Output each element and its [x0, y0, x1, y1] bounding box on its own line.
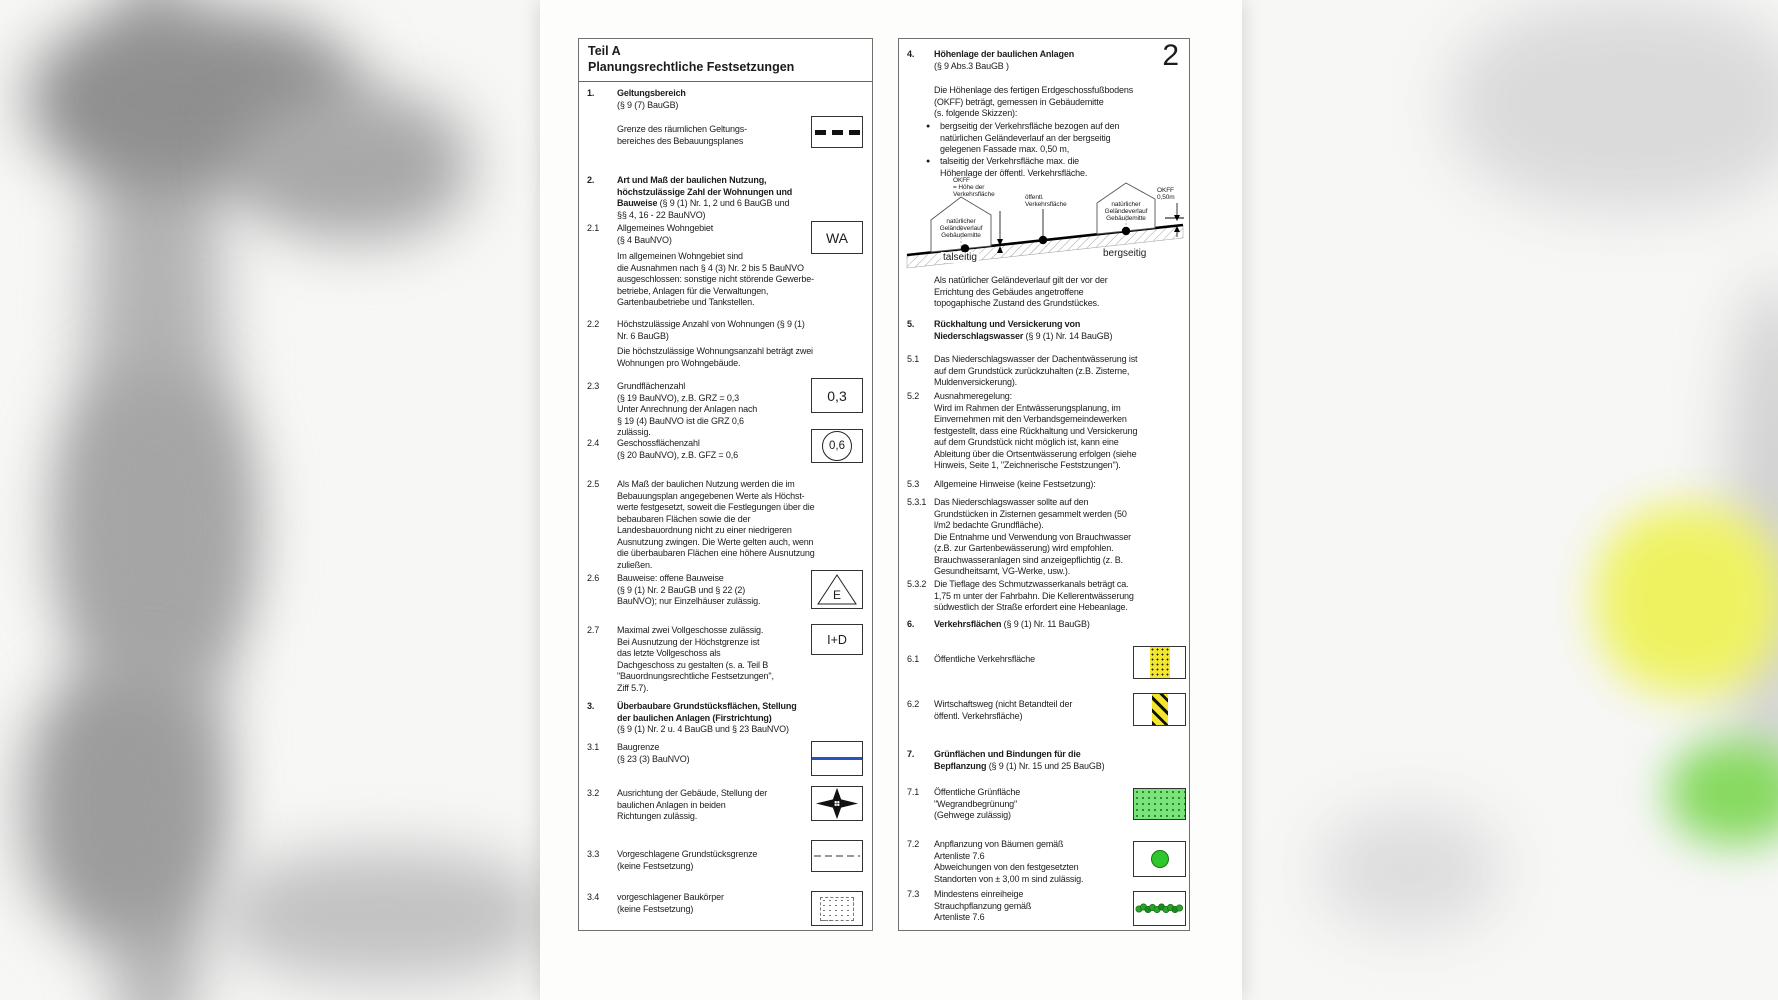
item-text: Höchstzulässige Anzahl von Wohnungen (§ 9 (1) Nr. 6 BauGB) — [617, 319, 805, 341]
item-text: Anpflanzung von Bäumen gemäß Artenliste 7.6 Abweichungen von den festgesetzten Standorten von ± 3,00 m sind zulässig. — [934, 839, 1084, 884]
item-text: Grundflächenzahl (§ 19 BauNVO), z.B. GRZ = 0,3 Unter Anrechnung der Anlagen nach § 19 (4) BauNVO ist die GRZ 0,6 zulässig. — [617, 381, 758, 437]
item-number: 7.1 — [907, 787, 920, 797]
plan-boundary-symbol — [811, 116, 863, 148]
item-text: vorgeschlagener Baukörper (keine Festsetzung) — [617, 892, 724, 914]
item-number: 2.1 — [587, 223, 600, 233]
item-number: 2.3 — [587, 381, 600, 391]
item-text: Wirtschaftsweg (nicht Betandteil der öffentl. Verkehrsfläche) — [934, 699, 1073, 721]
item-4-note — [907, 275, 1185, 310]
page-number: 2 — [1162, 39, 1179, 72]
item-text: Die höchstzulässige Wohnungsanzahl beträgt zwei Wohnungen pro Wohngebäude. — [617, 346, 813, 368]
item-text: Maximal zwei Vollgeschosse zulässig. Bei Ausnutzung der Höchstgrenze ist das letzte Vollgeschoss als Dachgeschoss zu gestalten (s. a. Teil B "Bauordnungsrechtliche Festsetzungen", Ziff 5.7). — [617, 625, 774, 693]
background-blob-yellow — [1595, 505, 1778, 695]
item-text: Geltungsbereich (§ 9 (7) BauGB) — [617, 88, 686, 110]
gfz-symbol — [811, 429, 863, 463]
item-number: 3.4 — [587, 892, 600, 902]
elevation-diagram — [905, 175, 1185, 271]
label-oeffentl-verkehrsflaeche: öffentl. Verkehrsfläche — [1025, 194, 1067, 208]
blue-line — [812, 757, 862, 760]
item-number: 5.2 — [907, 391, 920, 401]
bullet-icon: ● — [926, 158, 931, 165]
item-number: 2.2 — [587, 319, 600, 329]
green-area-symbol — [1133, 788, 1186, 820]
item-text: Grünflächen und Bindungen für die Bepflanzung (§ 9 (1) Nr. 15 und 25 BauGB) — [934, 749, 1105, 771]
background-blob — [1450, 0, 1778, 210]
label-talseitig: talseitig — [943, 252, 977, 263]
item-number: 2.4 — [587, 438, 600, 448]
baugrenze-symbol — [811, 741, 863, 776]
item-5-2 — [907, 391, 1185, 472]
four-point-star-icon — [812, 787, 862, 820]
item-number: 6. — [907, 619, 915, 629]
item-text: Verkehrsflächen (§ 9 (1) Nr. 11 BauGB) — [934, 619, 1090, 629]
item-7 — [907, 749, 1185, 772]
title-divider — [579, 81, 872, 82]
item-number: 6.2 — [907, 699, 920, 709]
item-number: 7.2 — [907, 839, 920, 849]
item-2-5 — [587, 479, 868, 571]
yellow-dotted-band — [1150, 647, 1170, 678]
item-number: 3. — [587, 701, 595, 711]
item-4 — [907, 49, 1185, 72]
item-text: Ausnahmeregelung: Wird im Rahmen der Entwässerungsplanung, im Einvernehmen mit den Verbandsgemeindewerken festgestellt, dass eine Rückhaltung und Versickerung auf dem Grundstück nicht möglich ist, kann eine Ableitung über die Ortsentwässerung erfolgen (siehe Hinweis, Seite 1, "Zeichnerische Feststzungen"). — [934, 391, 1138, 470]
item-6 — [907, 619, 1185, 631]
item-2-2-note — [587, 346, 868, 369]
label-natuerlicher-gelaendeverlauf-right: natürlicher Geländeverlauf Gebäudemitte — [1104, 201, 1148, 222]
orientation-star-symbol — [811, 786, 863, 821]
item-text: Die Höhenlage des fertigen Erdgeschossfußbodens (OKFF) beträgt, gemessen in Gebäudemitte (s. folgende Skizzen): — [934, 85, 1134, 118]
item-text: Ausrichtung der Gebäude, Stellung der baulichen Anlagen in beiden Richtungen zulässig. — [617, 788, 768, 821]
item-text: Als Maß der baulichen Nutzung werden die im Bebauungsplan angegebenen Werte als Höchst- werte festgesetzt, soweit die Festlegungen über die bebaubaren Flächen sowie die der Landesbauordnung nicht zu einer niedrigeren Ausnutzung zwingen. Die Werte gelten auch, wenn die überbaubaren Flächen eine höhere Ausnutzung zuließen. — [617, 479, 815, 570]
item-number: 3.3 — [587, 849, 600, 859]
item-text: Überbaubare Grundstücksflächen, Stellung der baulichen Anlagen (Firstrichtung) (§ 9 (1) Nr. 2 u. 4 BauGB und § 23 BauNVO) — [617, 701, 797, 734]
item-number: 2.7 — [587, 625, 600, 635]
left-panel — [578, 38, 873, 931]
shrub-chain-icon — [1134, 892, 1185, 925]
item-text: Grenze des räumlichen Geltungs- bereiches des Bebauungsplanes — [617, 124, 747, 146]
item-text: Die Tieflage des Schmutzwasserkanals beträgt ca. 1,75 m unter der Fahrbahn. Die Kellerentwässerung südwestlich der Straße erfordert eine Hebeanlage. — [934, 579, 1134, 612]
item-5-3-1 — [907, 497, 1185, 578]
item-text: Das Niederschlagswasser der Dachentwässerung ist auf dem Grundstück zurückzuhalten (z.B. Zisterne, Muldenversickerung). — [934, 354, 1138, 387]
green-circle — [1151, 850, 1169, 868]
item-number: 5.3 — [907, 479, 920, 489]
item-number: 7. — [907, 749, 915, 759]
item-number: 4. — [907, 49, 915, 59]
tree-planting-symbol — [1133, 841, 1186, 877]
boundary-dashes — [815, 130, 860, 135]
item-text: Geschossflächenzahl (§ 20 BauNVO), z.B. GFZ = 0,6 — [617, 438, 738, 460]
gray-dashed-line — [814, 855, 860, 857]
item-text: talseitig der Verkehrsfläche max. die Höhenlage der öffentl. Verkehrsfläche. — [940, 156, 1088, 178]
item-2 — [587, 175, 868, 221]
item-number: 5.3.2 — [907, 579, 927, 589]
background-blob-green — [1668, 740, 1778, 845]
item-number: 3.1 — [587, 742, 600, 752]
item-1 — [587, 88, 868, 111]
background-blob — [240, 90, 470, 240]
item-text: Rückhaltung und Versickerung von Niederschlagswasser (§ 9 (1) Nr. 14 BauGB) — [934, 319, 1113, 341]
storeys-symbol: I+D — [811, 624, 863, 655]
panel-title: Teil A Planungsrechtliche Festsetzungen — [588, 44, 795, 74]
background-blob — [1320, 810, 1500, 930]
item-number: 2.5 — [587, 479, 600, 489]
item-number: 5.3.1 — [907, 497, 927, 507]
proposed-building-symbol — [811, 891, 863, 926]
label-bergseitig: bergseitig — [1103, 248, 1147, 259]
item-number: 5. — [907, 319, 915, 329]
right-panel — [898, 38, 1190, 931]
item-text: Das Niederschlagswasser sollte auf den Grundstücken in Zisternen gesammelt werden (50 l/m2 bedachte Grundfläche). Die Entnahme und Verwendung von Brauchwasser (z.B. zur Gartenbewässerung) wird empfohlen. Brauchwasseranlagen sind anzeigepflichtig (z. B. Gesundheitsamt, VG-Werke, usw.). — [934, 497, 1132, 576]
item-text: Als natürlicher Geländeverlauf gilt der vor der Errichtung des Gebäudes angetroffene topogaphische Zustand des Grundstückes. — [934, 275, 1108, 308]
item-number: 3.2 — [587, 788, 600, 798]
item-number: 2.6 — [587, 573, 600, 583]
yellow-black-striped-band — [1152, 694, 1168, 725]
gfz-circle: 0,6 — [822, 431, 852, 461]
item-2-1-note — [587, 251, 868, 309]
item-text: Allgemeine Hinweise (keine Festsetzung): — [934, 479, 1096, 489]
proposed-boundary-symbol — [811, 840, 863, 872]
item-text: Vorgeschlagene Grundstücksgrenze (keine Festsetzung) — [617, 849, 758, 871]
item-5 — [907, 319, 1185, 342]
item-text: Bauweise: offene Bauweise (§ 9 (1) Nr. 2 BauGB und § 22 (2) BauNVO); nur Einzelhäuser zulässig. — [617, 573, 761, 606]
grz-symbol: 0,3 — [811, 378, 863, 413]
wa-symbol: WA — [811, 221, 863, 254]
item-text: Höhenlage der baulichen Anlagen (§ 9 Abs.3 BauGB ) — [934, 49, 1075, 71]
item-2-2 — [587, 319, 868, 342]
item-text: Mindestens einreiheige Strauchpflanzung gemäß Artenliste 7.6 — [934, 889, 1032, 922]
item-4-bullet-1 — [907, 121, 1185, 156]
item-number: 2. — [587, 175, 595, 185]
item-4-intro — [907, 85, 1185, 120]
item-text: Art und Maß der baulichen Nutzung, höchstzulässige Zahl der Wohnungen und Bauweise (§ 9 (1) Nr. 1, 2 und 6 BauGB und §§ 4, 16 - 22 BauNVO) — [617, 175, 793, 220]
item-text: Im allgemeinen Wohngebiet sind die Ausnahmen nach § 4 (3) Nr. 2 bis 5 BauNVO ausgeschlossen: sonstige nicht störende Gewerbe- betriebe, Anlagen für die Verwaltungen, Gartenbaubetriebe und Tankstellen. — [617, 251, 814, 307]
dotted-rect — [820, 897, 854, 921]
item-5-3 — [907, 479, 1185, 491]
item-text: bergseitig der Verkehrsfläche bezogen auf den natürlichen Geländeverlauf an der bergseitig gelegenen Fassade max. 0,50 m, — [940, 121, 1120, 154]
public-road-symbol — [1133, 646, 1186, 679]
green-dotted-fill — [1134, 789, 1185, 819]
item-5-3-2 — [907, 579, 1185, 614]
open-construction-symbol — [811, 570, 863, 609]
item-5-1 — [907, 354, 1185, 389]
item-text: Allgemeines Wohngebiet (§ 4 BauNVO) — [617, 223, 714, 245]
item-number: 1. — [587, 88, 595, 98]
item-text: Öffentliche Verkehrsfläche — [934, 654, 1035, 664]
background-blob — [55, 370, 255, 680]
label-okff-right: OKFF 0,50m — [1157, 187, 1175, 201]
item-number: 7.3 — [907, 889, 920, 899]
shrub-planting-symbol — [1133, 891, 1186, 926]
farm-track-symbol — [1133, 693, 1186, 726]
triangle-e: E — [812, 571, 862, 608]
label-okff-left: OKFF = Höhe der Verkehrsfläche — [953, 177, 995, 198]
background-blob — [25, 670, 215, 940]
item-3 — [587, 701, 868, 736]
item-number: 5.1 — [907, 354, 920, 364]
item-number: 6.1 — [907, 654, 920, 664]
item-text: Baugrenze (§ 23 (3) BauNVO) — [617, 742, 690, 764]
background-blob — [220, 850, 550, 980]
item-text: Öffentliche Grünfläche "Wegrandbegrünung" (Gehwege zulässig) — [934, 787, 1021, 820]
bullet-icon: ● — [926, 123, 931, 130]
label-natuerlicher-gelaendeverlauf-left: natürlicher Geländeverlauf Gebäudemitte — [939, 218, 983, 239]
